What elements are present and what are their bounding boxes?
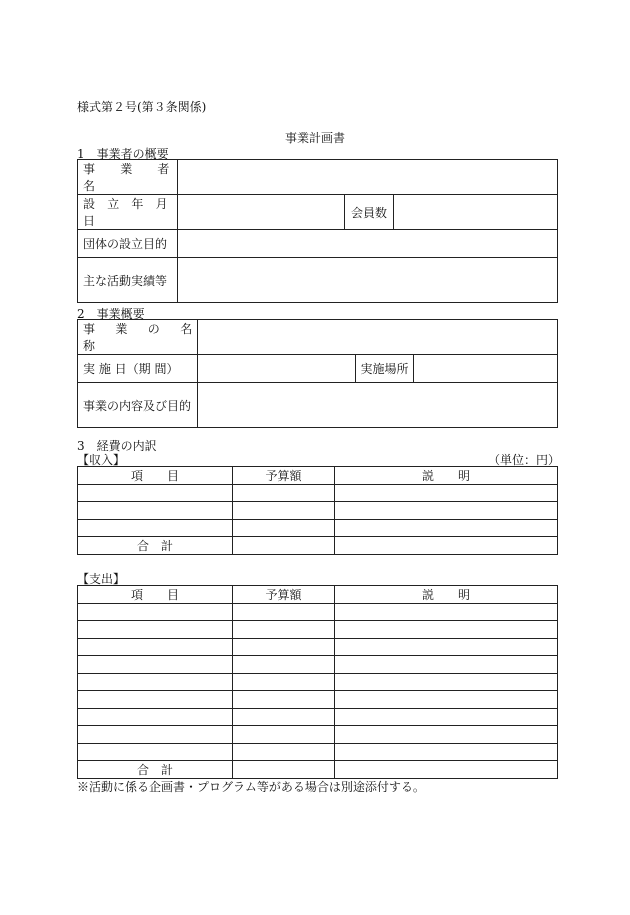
expense-budget-cell[interactable]	[233, 726, 335, 744]
expense-description-cell[interactable]	[335, 744, 558, 761]
table-row	[78, 604, 558, 621]
expense-description-cell[interactable]	[335, 709, 558, 726]
income-description-cell[interactable]	[335, 485, 558, 502]
income-table	[77, 466, 558, 555]
table-row	[78, 502, 558, 520]
income-budget-cell[interactable]	[233, 520, 335, 537]
expense-item-cell[interactable]	[78, 656, 233, 674]
table-row	[78, 485, 558, 502]
applicant-name-label: 事 業 者 名	[78, 160, 178, 195]
expense-item-cell[interactable]	[78, 726, 233, 744]
document-title: 事業計画書	[284, 131, 345, 145]
project-name-field[interactable]	[198, 320, 558, 355]
expense-col-description: 説 明	[335, 586, 558, 604]
section3-heading: 3 経費の内訳	[77, 439, 157, 453]
expense-budget-cell[interactable]	[233, 604, 335, 621]
expense-budget-cell[interactable]	[233, 709, 335, 726]
establishment-date-label: 設 立 年 月 日	[78, 195, 178, 230]
income-total-description[interactable]	[335, 537, 558, 555]
income-description-cell[interactable]	[335, 502, 558, 520]
section1-heading: 1 事業者の概要	[77, 147, 169, 161]
form-number: 様式第２号(第３条関係)	[77, 100, 207, 114]
expense-description-cell[interactable]	[335, 604, 558, 621]
income-item-cell[interactable]	[78, 520, 233, 537]
expense-description-cell[interactable]	[335, 691, 558, 709]
expense-table	[77, 585, 558, 779]
unit-note: （単位：円）	[488, 453, 561, 467]
applicant-name-field[interactable]	[178, 160, 558, 195]
table-row	[78, 744, 558, 761]
applicant-overview-table	[77, 159, 558, 303]
expense-description-cell[interactable]	[335, 656, 558, 674]
table-row	[78, 656, 558, 674]
income-description-cell[interactable]	[335, 520, 558, 537]
expense-item-cell[interactable]	[78, 621, 233, 639]
table-row	[78, 520, 558, 537]
income-col-budget: 予算額	[233, 467, 335, 485]
expense-description-cell[interactable]	[335, 726, 558, 744]
table-row	[78, 674, 558, 691]
project-content-field[interactable]	[198, 383, 558, 428]
table-row	[78, 709, 558, 726]
expense-budget-cell[interactable]	[233, 674, 335, 691]
section2-heading: 2 事業概要	[77, 307, 145, 321]
expense-description-cell[interactable]	[335, 621, 558, 639]
expense-item-cell[interactable]	[78, 604, 233, 621]
member-count-label: 会員数	[345, 195, 394, 230]
income-total-budget[interactable]	[233, 537, 335, 555]
expense-col-item: 項 目	[78, 586, 233, 604]
expense-total-description[interactable]	[335, 761, 558, 779]
table-row	[78, 639, 558, 656]
income-budget-cell[interactable]	[233, 485, 335, 502]
expense-description-cell[interactable]	[335, 674, 558, 691]
expense-description-cell[interactable]	[335, 639, 558, 656]
expense-budget-cell[interactable]	[233, 656, 335, 674]
table-row	[78, 621, 558, 639]
activities-label: 主な活動実績等	[78, 258, 178, 303]
expense-item-cell[interactable]	[78, 674, 233, 691]
implementation-period-label: 実 施 日（期 間）	[78, 355, 198, 383]
expense-heading: 【支出】	[77, 572, 126, 586]
expense-budget-cell[interactable]	[233, 621, 335, 639]
venue-field[interactable]	[414, 355, 558, 383]
expense-total-label: 合 計	[78, 761, 233, 779]
implementation-period-field[interactable]	[198, 355, 356, 383]
expense-budget-cell[interactable]	[233, 744, 335, 761]
income-total-label: 合 計	[78, 537, 233, 555]
expense-item-cell[interactable]	[78, 691, 233, 709]
project-overview-table	[77, 319, 558, 428]
table-row	[78, 691, 558, 709]
purpose-label: 団体の設立目的	[78, 230, 178, 258]
expense-item-cell[interactable]	[78, 744, 233, 761]
footnote: ※活動に係る企画書・プログラム等がある場合は別途添付する。	[77, 780, 425, 794]
income-col-item: 項 目	[78, 467, 233, 485]
income-item-cell[interactable]	[78, 485, 233, 502]
expense-budget-cell[interactable]	[233, 639, 335, 656]
income-budget-cell[interactable]	[233, 502, 335, 520]
project-content-label: 事業の内容及び目的	[78, 383, 198, 428]
establishment-date-field[interactable]	[178, 195, 345, 230]
expense-budget-cell[interactable]	[233, 691, 335, 709]
expense-col-budget: 予算額	[233, 586, 335, 604]
income-col-description: 説 明	[335, 467, 558, 485]
income-heading: 【収入】	[77, 453, 126, 467]
member-count-field[interactable]	[394, 195, 558, 230]
venue-label: 実施場所	[356, 355, 414, 383]
project-name-label: 事 業 の 名 称	[78, 320, 198, 355]
expense-total-budget[interactable]	[233, 761, 335, 779]
income-item-cell[interactable]	[78, 502, 233, 520]
expense-item-cell[interactable]	[78, 639, 233, 656]
table-row	[78, 726, 558, 744]
activities-field[interactable]	[178, 258, 558, 303]
purpose-field[interactable]	[178, 230, 558, 258]
expense-item-cell[interactable]	[78, 709, 233, 726]
